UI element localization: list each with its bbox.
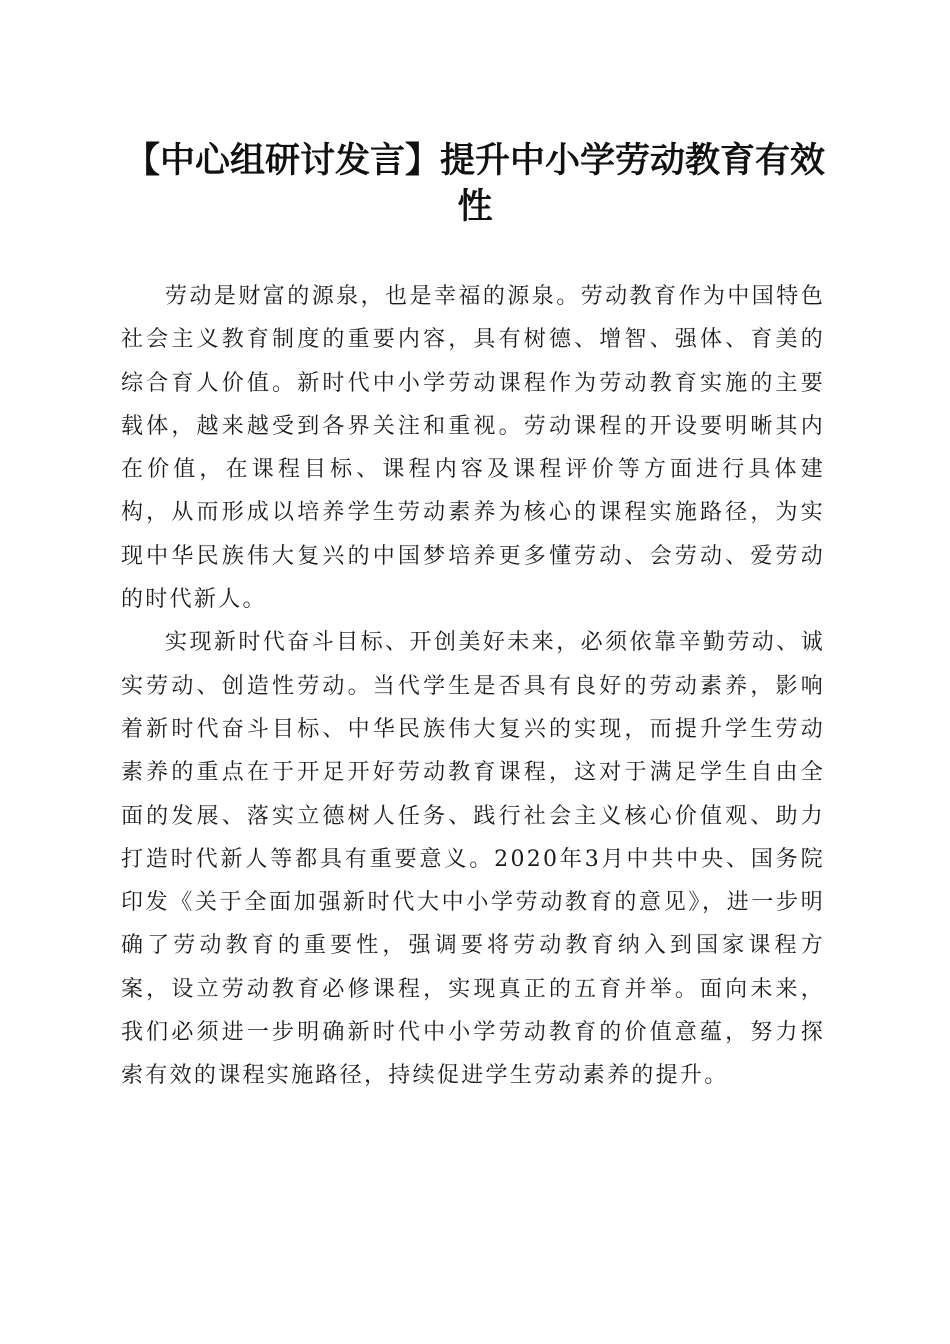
document-body: [121, 275, 825, 1098]
paragraph-1: 劳动是财富的源泉，也是幸福的源泉。劳动教育作为中国特色社会主义教育制度的重要内容，具有树德、增智、强体、育美的综合育人价值。新时代中小学劳动课程作为劳动教育实施的主要载体，越来越受到各界关注和重视。劳动课程的开设要明晰其内在价值，在课程目标、课程内容及课程评价等方面进行具体建构，从而形成以培养学生劳动素养为核心的课程实施路径，为实现中华民族伟大复兴的中国梦培养更多懂劳动、会劳动、爱劳动的时代新人。: [121, 284, 825, 613]
paragraph-2: 实现新时代奋斗目标、开创美好未来，必须依靠辛勤劳动、诚实劳动、创造性劳动。当代学生是否具有良好的劳动素养，影响着新时代奋斗目标、中华民族伟大复兴的实现，而提升学生劳动素养的重点在于开足开好劳动教育课程，这对于满足学生自由全面的发展、落实立德树人任务、践行社会主义核心价值观、助力打造时代新人等都具有重要意义。2020年3月中共中央、国务院印发《关于全面加强新时代大中小学劳动教育的意见》，进一步明确了劳动教育的重要性，强调要将劳动教育纳入到国家课程方案，设立劳动教育必修课程，实现真正的五育并举。面向未来，我们必须进一步明确新时代中小学劳动教育的价值意蕴，努力探索有效的课程实施路径，持续促进学生劳动素养的提升。: [121, 630, 825, 1089]
document-title: 【中心组研讨发言】提升中小学劳动教育有效性: [124, 140, 825, 227]
